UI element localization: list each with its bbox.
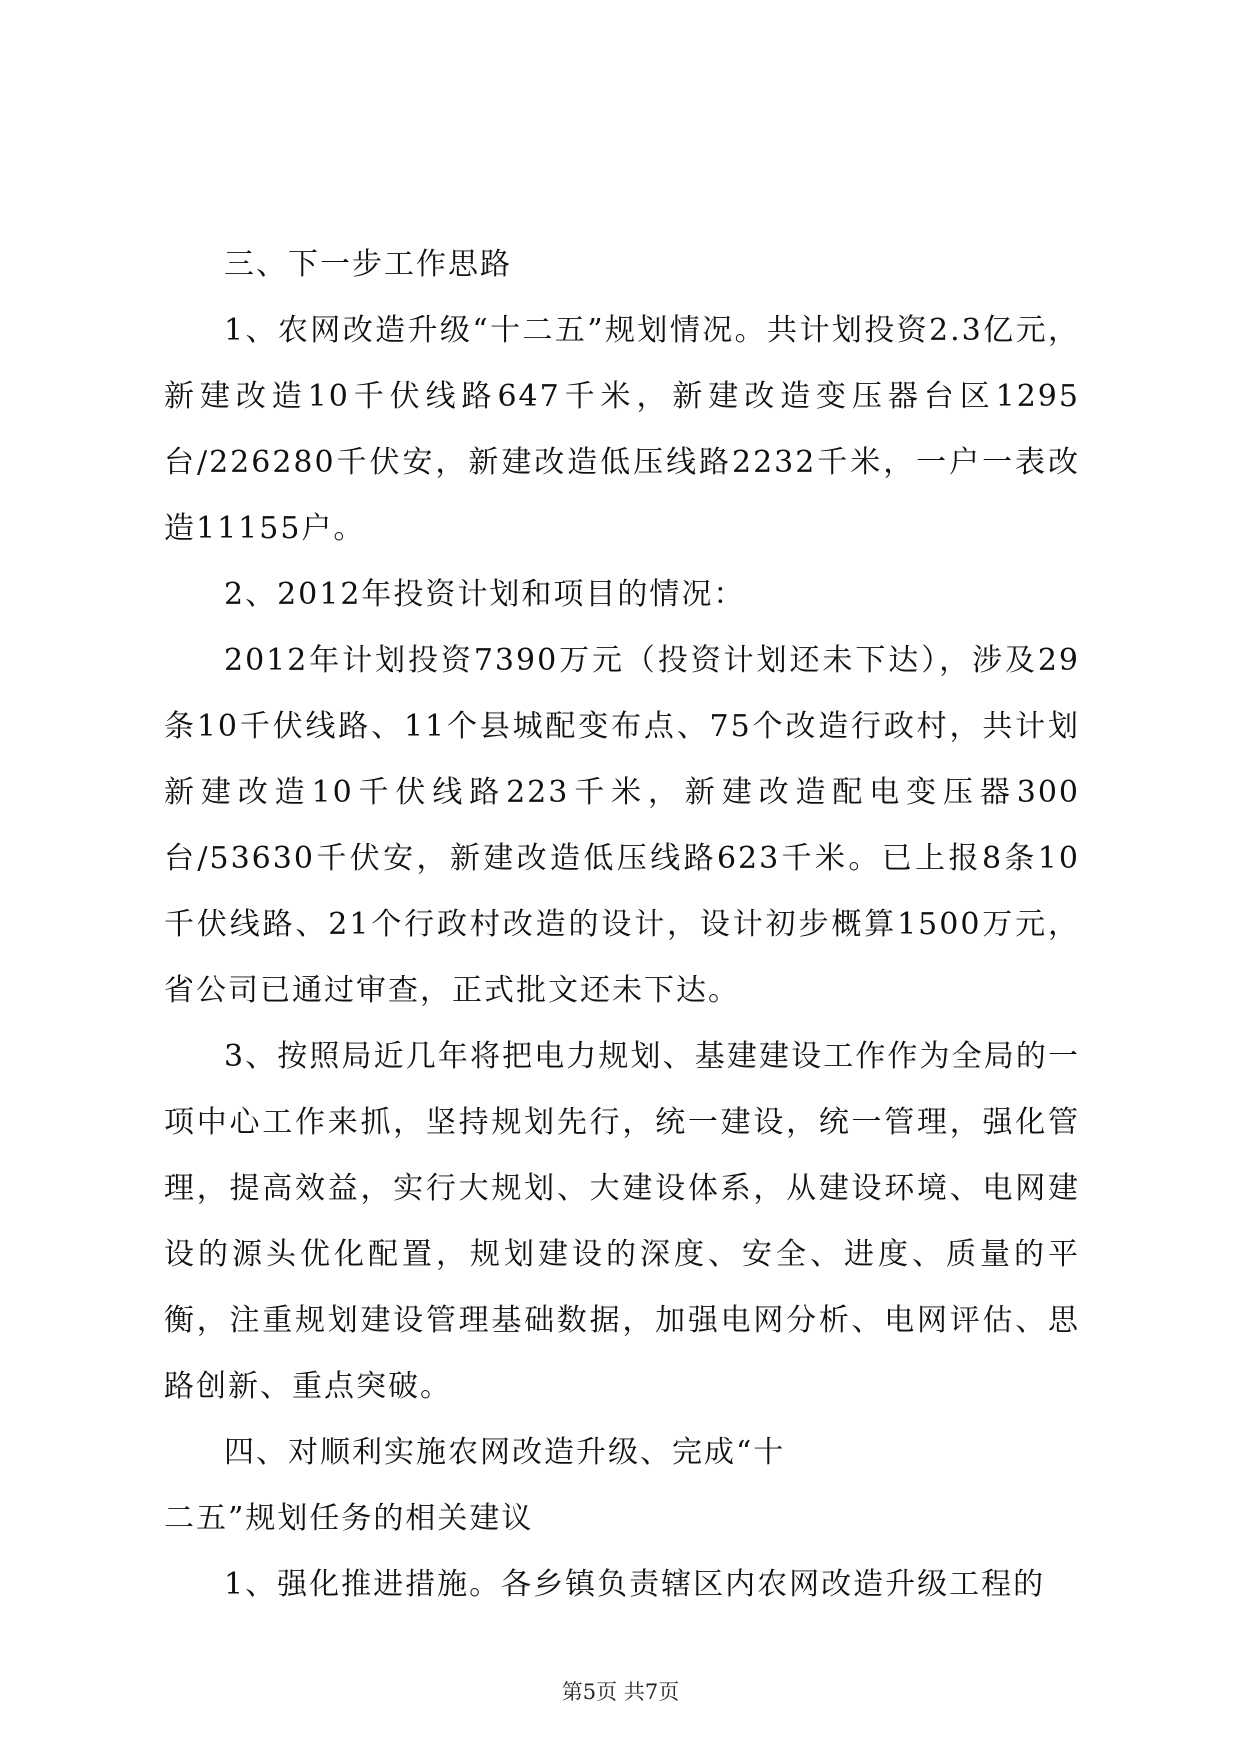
section-3-item-2-heading: 2、2012年投资计划和项目的情况： xyxy=(224,577,746,612)
section-3-heading: 三、下一步工作思路 xyxy=(224,247,512,282)
document-body xyxy=(164,232,1080,1618)
page-footer xyxy=(0,1678,1241,1706)
section-3-item-1: 1、农网改造升级“十二五”规划情况。共计划投资2.3亿元，新建改造10千伏线路647千米，新建改造变压器台区1295台/226280千伏安，新建改造低压线路2232千米，一户一表改造11155户。 xyxy=(164,313,1080,546)
section-3-item-2-body: 2012年计划投资7390万元（投资计划还未下达），涉及29条10千伏线路、11个县城配变布点、75个改造行政村，共计划新建改造10千伏线路223千米，新建改造配电变压器300台/53630千伏安，新建改造低压线路623千米。已上报8条10千伏线路、21个行政村改造的设计，设计初步概算1500万元，省公司已通过审查，正式批文还未下达。 xyxy=(164,643,1080,1008)
section-4-heading-line-1: 四、对顺利实施农网改造升级、完成“十 xyxy=(224,1435,786,1470)
section-4-heading-line-2: 二五”规划任务的相关建议 xyxy=(164,1501,534,1536)
section-3-item-3: 3、按照局近几年将把电力规划、基建建设工作作为全局的一项中心工作来抓，坚持规划先行，统一建设，统一管理，强化管理，提高效益，实行大规划、大建设体系，从建设环境、电网建设的源头优化配置，规划建设的深度、安全、进度、质量的平衡，注重规划建设管理基础数据，加强电网分析、电网评估、思路创新、重点突破。 xyxy=(164,1039,1080,1404)
section-4-item-1: 1、强化推进措施。各乡镇负责辖区内农网改造升级工程的 xyxy=(224,1567,1046,1602)
page-number: 第5页 共7页 xyxy=(561,1680,680,1704)
